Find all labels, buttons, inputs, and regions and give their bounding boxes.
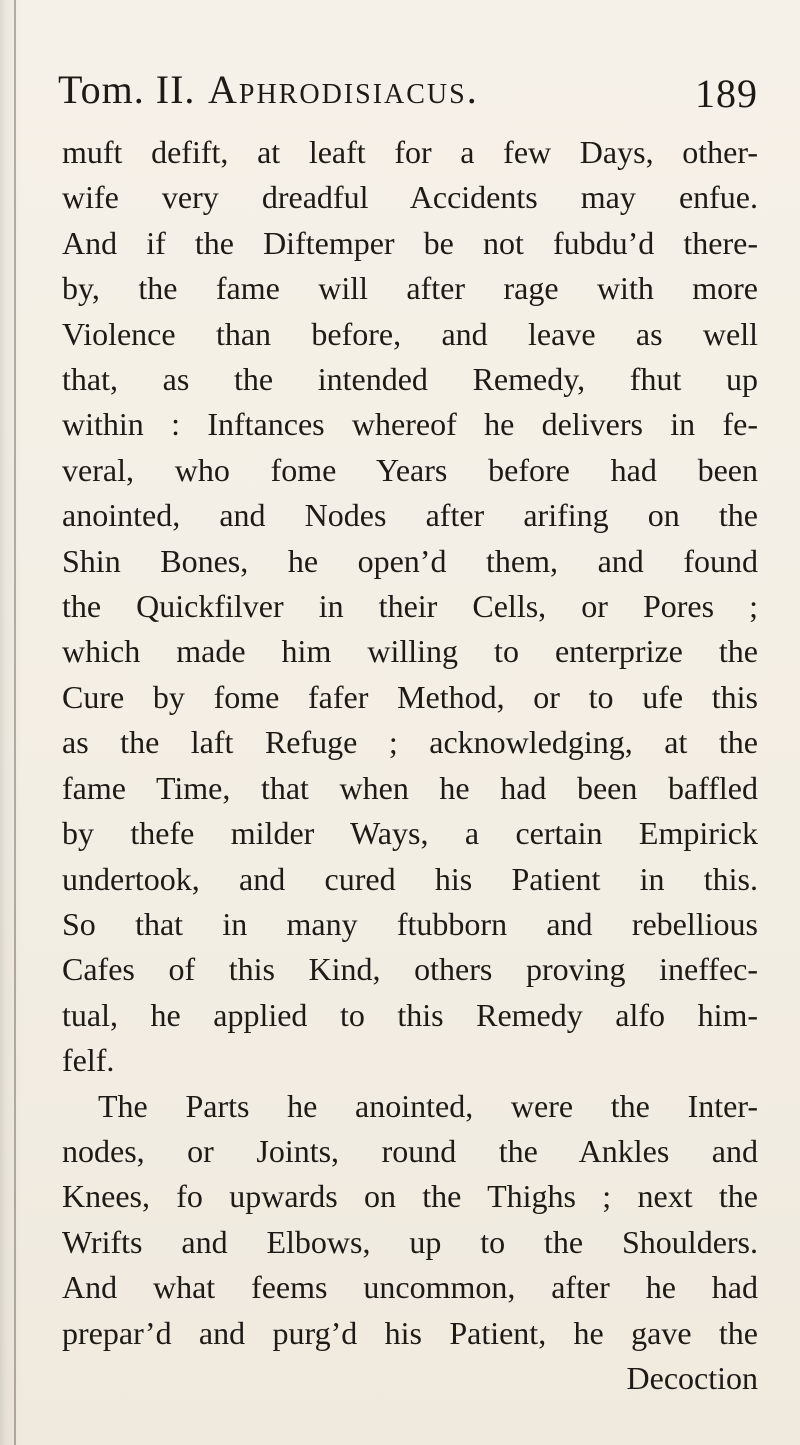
text-line: So that in many ftubborn and rebellious bbox=[62, 905, 758, 942]
page-number: 189 bbox=[695, 71, 758, 116]
text-line: tual, he applied to this Remedy alfo him- bbox=[62, 996, 758, 1033]
text-line: wife very dreadful Accidents may enfue. bbox=[62, 179, 758, 216]
text-line: as the laft Refuge ; acknowledging, at the bbox=[62, 724, 758, 761]
text-line: by, the fame will after rage with more bbox=[62, 270, 758, 307]
volume-label: Tom. II. bbox=[58, 67, 196, 112]
text-line: Knees, fo upwards on the Thighs ; next the bbox=[62, 1178, 758, 1215]
text-line: Violence than before, and leave as well bbox=[62, 315, 758, 352]
text-line: the Quickfilver in their Cells, or Pores ; bbox=[62, 588, 758, 625]
text-line: prepar’d and purg’d his Patient, he gave the bbox=[62, 1314, 758, 1351]
paragraph-start-line: The Parts he anointed, were the Inter- bbox=[98, 1087, 758, 1124]
text-line: And if the Diftemper be not fubdu’d there- bbox=[62, 224, 758, 261]
body-text bbox=[62, 130, 758, 1401]
text-line: nodes, or Joints, round the Ankles and bbox=[62, 1132, 758, 1169]
catchword: Decoction bbox=[626, 1359, 758, 1396]
binding-gutter bbox=[14, 0, 16, 1445]
text-line: Cafes of this Kind, others proving ineffec- bbox=[62, 951, 758, 988]
text-line: undertook, and cured his Patient in this. bbox=[62, 860, 758, 897]
text-line: within : Inftances whereof he delivers in fe- bbox=[62, 406, 758, 443]
text-line: by thefe milder Ways, a certain Empirick bbox=[62, 815, 758, 852]
text-line: veral, who fome Years before had been bbox=[62, 451, 758, 488]
running-header bbox=[58, 66, 758, 126]
text-line: muft defift, at leaft for a few Days, other- bbox=[62, 134, 758, 170]
text-line: anointed, and Nodes after arifing on the bbox=[62, 497, 758, 534]
text-line: Shin Bones, he open’d them, and found bbox=[62, 542, 758, 579]
text-line: which made him willing to enterprize the bbox=[62, 633, 758, 670]
text-line: felf. bbox=[62, 1042, 115, 1079]
text-line: Wrifts and Elbows, up to the Shoulders. bbox=[62, 1223, 758, 1260]
text-line: And what feems uncommon, after he had bbox=[62, 1269, 758, 1306]
running-title: Aphrodisiacus. bbox=[208, 67, 479, 112]
text-line: Cure by fome fafer Method, or to ufe this bbox=[62, 678, 758, 715]
text-line: that, as the intended Remedy, fhut up bbox=[62, 361, 758, 398]
text-line: fame Time, that when he had been baffled bbox=[62, 769, 758, 806]
